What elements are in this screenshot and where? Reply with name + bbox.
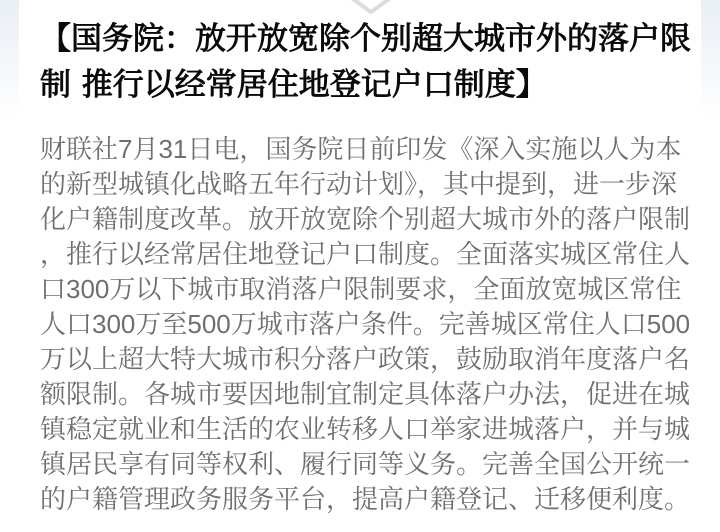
article-body: 财联社7月31日电，国务院日前印发《深入实施以人为本的新型城镇化战略五年行动计划》，其中提到，进一步深化户籍制度改革。放开放宽除个别超大城市外的落户限制，推行以经常居住地登记户口制度。全面落实城区常住人口300万以下城市取消落户限制要求，全面放宽城区常住人口300万至500万城市落户条件。完善城区常住人口500万以上超大特大城市积分落户政策，鼓励取消年度落户名额限制。各城市要因地制宜制定具体落户办法，促进在城镇稳定就业和生活的农业转移人口举家进城落户，并与城镇居民享有同等权利、履行同等义务。完善全国公开统一的户籍管理政务服务平台，提高户籍登记、迁移便利度。: [40, 134, 691, 514]
article-headline: 【国务院：放开放宽除个别超大城市外的落户限制 推行以经常居住地登记户口制度】: [40, 21, 691, 103]
